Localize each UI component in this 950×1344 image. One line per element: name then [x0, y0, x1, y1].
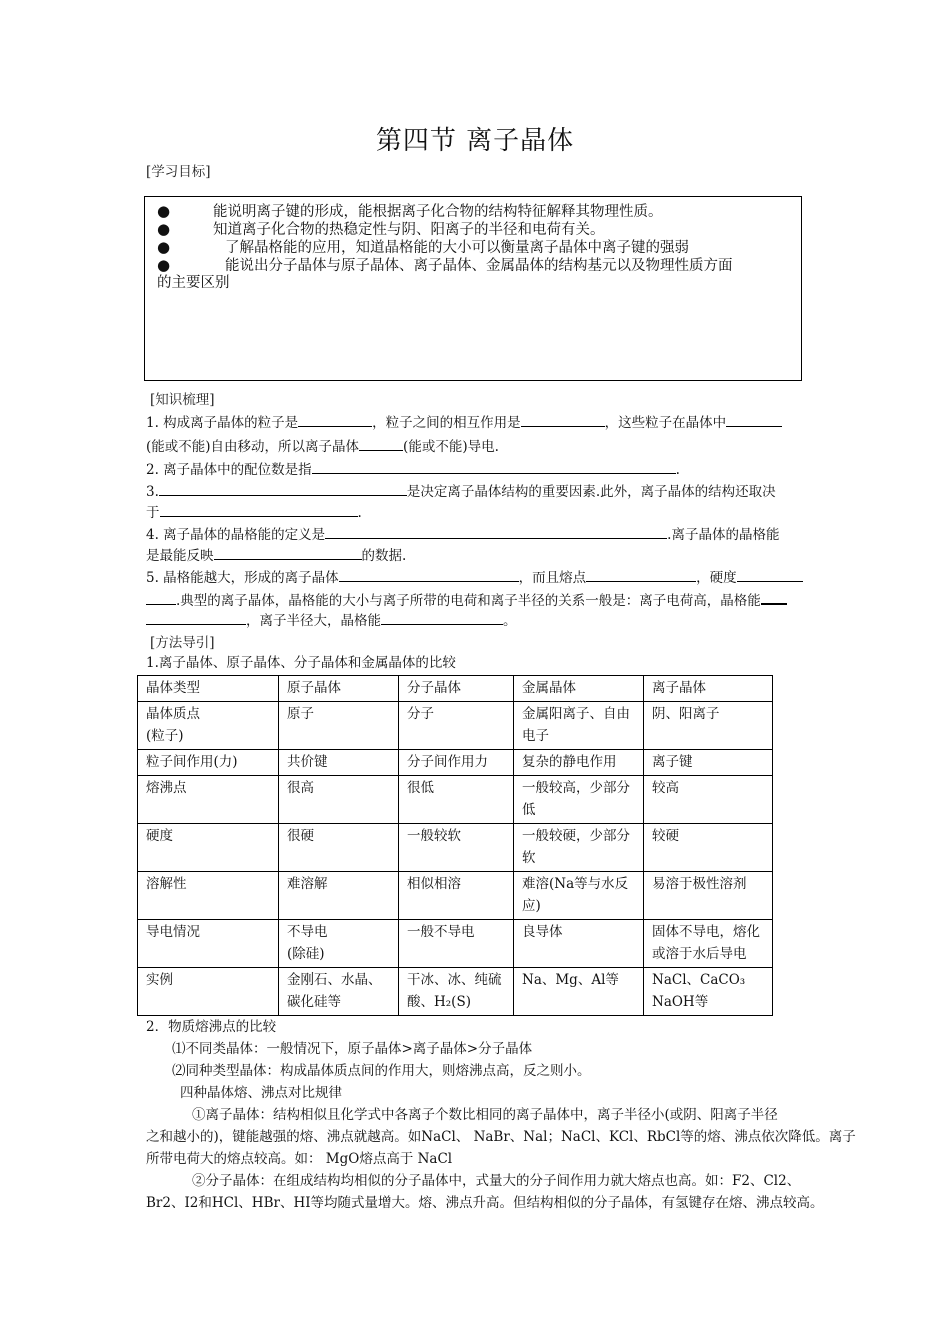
question-2: [146, 459, 680, 479]
table-cell: 固体不导电，熔化 或溶于水后导电: [644, 920, 773, 968]
q5-text-e: ，离子半径大，晶格能: [246, 613, 381, 629]
header-cell: 金属晶体: [514, 676, 644, 702]
header-cell: 晶体类型: [138, 676, 279, 702]
table-cell: 相似相溶: [399, 872, 514, 920]
q2-text-b: .: [675, 462, 680, 478]
table-cell: 很硬: [279, 824, 399, 872]
blank[interactable]: [159, 481, 407, 496]
blank[interactable]: [737, 567, 803, 582]
question-1-line-2: [146, 436, 499, 456]
section-knowledge-heading: [知识梳理]: [150, 392, 215, 408]
page-title: 第四节 离子晶体: [375, 126, 575, 156]
table-cell: 难溶(Na等与水反 应): [514, 872, 644, 920]
table-caption: 1.离子晶体、原子晶体、分子晶体和金属晶体的比较: [146, 655, 456, 671]
table-cell: 易溶于极性溶剂: [644, 872, 773, 920]
q1-text-e: (能或不能)导电.: [403, 439, 499, 455]
table-body: [138, 702, 773, 1016]
goal-text: 了解晶格能的应用，知道晶格能的大小可以衡量离子晶体中离子键的强弱: [225, 240, 689, 256]
blank[interactable]: [146, 610, 246, 625]
blank[interactable]: [586, 567, 696, 582]
goal-item: [157, 203, 789, 221]
question-1-line-1: [146, 412, 782, 432]
table-cell: 离子键: [644, 750, 773, 776]
section-2-p4-line-2: 之和越小的)，键能越强的熔、沸点就越高。如NaCl、 NaBr、Nal；NaCl、KCl、RbCl等的熔、沸点依次降低。离子: [146, 1129, 856, 1145]
blank[interactable]: [325, 524, 667, 539]
question-5-line-3: [146, 610, 517, 630]
table-cell: Na、Mg、Al等: [514, 968, 644, 1016]
goals-box: [144, 196, 802, 381]
bullet-icon: ●: [157, 256, 171, 274]
table-cell: 分子间作用力: [399, 750, 514, 776]
bullet-icon: ●: [157, 202, 171, 220]
table-row: [138, 750, 773, 776]
table-cell: 难溶解: [279, 872, 399, 920]
q5-text-d: .典型的离子晶体，晶格能的大小与离子所带的电荷和离子半径的关系一般是：离子电荷高，晶格能: [176, 593, 761, 609]
q4-text-c: 是最能反映: [146, 548, 214, 564]
blank[interactable]: [381, 610, 503, 625]
table-cell: 一般较高，少部分 低: [514, 776, 644, 824]
section-goals-heading: [学习目标]: [146, 164, 211, 180]
q1-text-a: 1. 构成离子晶体的粒子是: [146, 415, 299, 431]
question-5-line-2: [146, 589, 787, 610]
bullet-icon: ●: [157, 220, 171, 238]
goal-text: 能说出分子晶体与原子晶体、离子晶体、金属晶体的结构基元以及物理性质方面: [225, 258, 733, 274]
q3-text-c: 于: [146, 505, 160, 521]
blank[interactable]: [339, 567, 519, 582]
table-cell: 不导电 (除硅): [279, 920, 399, 968]
q4-text-b: .离子晶体的晶格能: [667, 527, 780, 543]
table-header-row: [138, 676, 773, 702]
table-cell: 一般不导电: [399, 920, 514, 968]
table-cell: 金刚石、水晶、 碳化硅等: [279, 968, 399, 1016]
question-5-line-1: [146, 567, 803, 587]
question-3-line-2: [146, 502, 362, 522]
section-2-p2: ⑵同种类型晶体：构成晶体质点间的作用大，则熔沸点高，反之则小。: [172, 1063, 591, 1079]
goal-item: [157, 239, 789, 257]
goal-text: 的主要区别: [157, 275, 230, 291]
table-row: [138, 824, 773, 872]
blank[interactable]: [146, 590, 176, 605]
q1-text-d: (能或不能)自由移动，所以离子晶体: [146, 439, 360, 455]
q1-text-c: ，这些粒子在晶体中: [604, 415, 727, 431]
blank[interactable]: [298, 412, 372, 427]
table-cell: 较高: [644, 776, 773, 824]
goal-item: [157, 257, 789, 275]
section-2-p4-line-3: 所带电荷大的熔点较高。如： MgO熔点高于 NaCl: [146, 1151, 453, 1167]
blank[interactable]: [761, 589, 787, 605]
q4-text-d: 的数据.: [361, 548, 407, 564]
goal-text: 能说明离子键的形成，能根据离子化合物的结构特征解释其物理性质。: [213, 204, 663, 220]
section-2-p5-line-1: ②分子晶体：在组成结构均相似的分子晶体中，式量大的分子间作用力就大熔点也高。如：F2、Cl2、: [192, 1173, 801, 1189]
header-cell: 原子晶体: [279, 676, 399, 702]
table-cell: 很低: [399, 776, 514, 824]
table-row: [138, 872, 773, 920]
table-cell: 较硬: [644, 824, 773, 872]
header-cell: 分子晶体: [399, 676, 514, 702]
section-2-heading: 2．物质熔沸点的比较: [146, 1019, 277, 1035]
question-4-line-2: [146, 545, 406, 565]
row-label-cell: 粒子间作用(力): [138, 750, 279, 776]
section-2-p3: 四种晶体熔、沸点对比规律: [180, 1085, 342, 1101]
table-cell: 原子: [279, 702, 399, 750]
q2-text-a: 2. 离子晶体中的配位数是指: [146, 462, 312, 478]
table-cell: 很高: [279, 776, 399, 824]
table-cell: NaCl、CaCO₃ NaOH等: [644, 968, 773, 1016]
table-cell: 分子: [399, 702, 514, 750]
header-cell: 离子晶体: [644, 676, 773, 702]
blank[interactable]: [214, 545, 362, 560]
row-label-cell: 硬度: [138, 824, 279, 872]
question-3-line-1: [146, 481, 776, 501]
blank[interactable]: [160, 502, 358, 517]
goal-item: [157, 275, 789, 292]
q3-text-b: 是决定离子晶体结构的重要因素.此外，离子晶体的结构还取决: [406, 484, 776, 500]
question-4-line-1: [146, 524, 779, 544]
q4-text-a: 4. 离子晶体的晶格能的定义是: [146, 527, 326, 543]
row-label-cell: 溶解性: [138, 872, 279, 920]
bullet-icon: ●: [157, 238, 171, 256]
table-cell: 一般较硬，少部分 软: [514, 824, 644, 872]
q5-text-b: ，而且熔点: [518, 570, 587, 586]
section-2-p5-line-2: Br2、I2和HCl、HBr、HI等均随式量增大。熔、沸点升高。但结构相似的分子晶体，有氢键存在熔、沸点较高。: [146, 1195, 824, 1211]
q3-text-a: 3.: [146, 484, 159, 500]
goal-text: 知道离子化合物的热稳定性与阴、阳离子的半径和电荷有关。: [213, 222, 605, 238]
table-cell: 一般较软: [399, 824, 514, 872]
row-label-cell: 实例: [138, 968, 279, 1016]
goal-item: [157, 221, 789, 239]
row-label-cell: 晶体质点 (粒子): [138, 702, 279, 750]
q5-text-f: 。: [503, 613, 517, 629]
table-cell: 共价键: [279, 750, 399, 776]
blank[interactable]: [521, 412, 605, 427]
table-cell: 金属阳离子、自由 电子: [514, 702, 644, 750]
section-2-p1: ⑴不同类晶体：一般情况下，原子晶体>离子晶体>分子晶体: [172, 1041, 533, 1057]
row-label-cell: 熔沸点: [138, 776, 279, 824]
section-2-p4-line-1: ①离子晶体：结构相似且化学式中各离子个数比相同的离子晶体中，离子半径小(或阴、阳离子半径: [192, 1107, 778, 1123]
table-row: [138, 968, 773, 1016]
table-row: [138, 702, 773, 750]
blank[interactable]: [359, 436, 403, 451]
table-cell: 复杂的静电作用: [514, 750, 644, 776]
blank[interactable]: [312, 459, 676, 474]
table-row: [138, 776, 773, 824]
section-method-heading: [方法导引]: [150, 635, 215, 651]
table-cell: 良导体: [514, 920, 644, 968]
row-label-cell: 导电情况: [138, 920, 279, 968]
q5-text-a: 5. 晶格能越大，形成的离子晶体: [146, 570, 339, 586]
comparison-table: [137, 675, 773, 1016]
q1-text-b: ，粒子之间的相互作用是: [372, 415, 521, 431]
q3-text-d: .: [357, 505, 362, 521]
table-row: [138, 920, 773, 968]
blank[interactable]: [726, 412, 782, 427]
q5-text-c: ，硬度: [696, 570, 737, 586]
table-cell: 干冰、冰、纯硫 酸、H₂(S): [399, 968, 514, 1016]
table-cell: 阴、阳离子: [644, 702, 773, 750]
